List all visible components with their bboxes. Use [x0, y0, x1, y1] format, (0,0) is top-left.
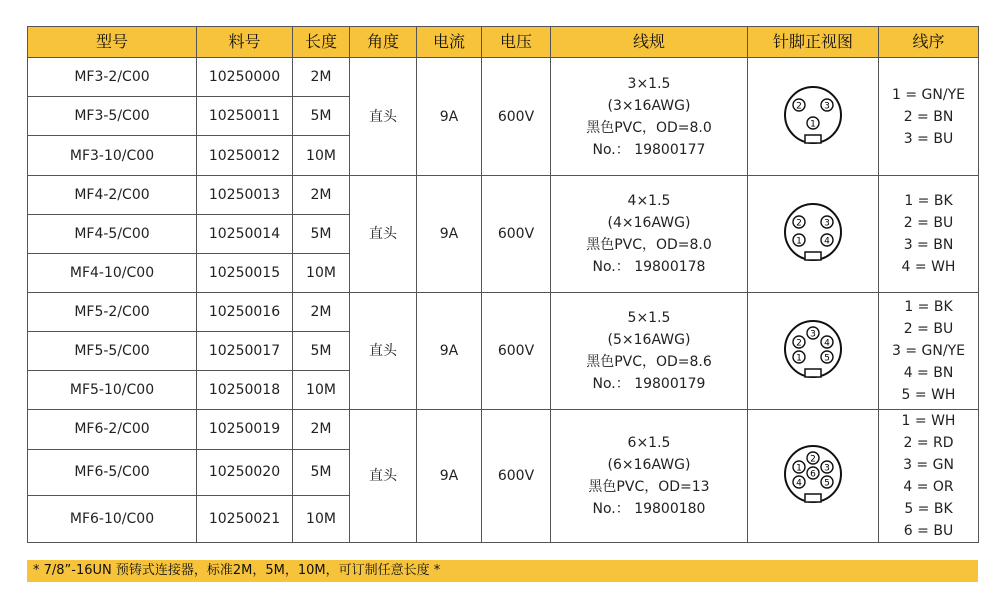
voltage-cell: 600V [482, 410, 551, 543]
current-cell: 9A [417, 176, 482, 293]
part-number-cell: 10250018 [197, 371, 293, 410]
connector-key [805, 252, 821, 260]
header-angle: 角度 [350, 27, 417, 58]
pin-view-cell [748, 410, 879, 543]
voltage-cell: 600V [482, 293, 551, 410]
length-cell: 2M [293, 293, 350, 332]
part-number-cell: 10250019 [197, 410, 293, 450]
wiring-line: 1 = BK [904, 193, 953, 209]
wire-gauge-line: No.： 19800180 [592, 501, 706, 517]
pin-number: 4 [824, 236, 830, 247]
pin-number: 3 [824, 218, 830, 229]
pin-number: 4 [824, 338, 830, 349]
wiring-line: 2 = BU [903, 321, 954, 337]
header-length: 长度 [293, 27, 350, 58]
model-cell: MF5-10/C00 [28, 371, 197, 410]
connector-key [805, 494, 821, 502]
connector-key [805, 135, 821, 143]
current-cell: 9A [417, 58, 482, 176]
footnote: * 7/8”-16UN 预铸式连接器，标准2M，5M，10M，可订制任意长度 * [27, 560, 978, 582]
length-cell: 10M [293, 254, 350, 293]
wire-gauge-cell [551, 293, 748, 410]
voltage-cell: 600V [482, 176, 551, 293]
connector-key [805, 369, 821, 377]
header-wiring: 线序 [879, 27, 979, 58]
angle-cell: 直头 [350, 410, 417, 543]
wire-gauge-line: (4×16AWG) [607, 215, 691, 231]
table-row [28, 58, 979, 97]
model-cell: MF3-2/C00 [28, 58, 197, 97]
part-number-cell: 10250011 [197, 97, 293, 136]
model-cell: MF6-10/C00 [28, 496, 197, 543]
model-cell: MF5-2/C00 [28, 293, 197, 332]
wire-gauge-cell [551, 58, 748, 176]
wiring-line: 5 = BK [904, 501, 953, 517]
current-cell: 9A [417, 293, 482, 410]
wire-gauge-line: 6×1.5 [627, 435, 671, 451]
length-cell: 5M [293, 449, 350, 496]
header-wire-gauge: 线规 [551, 27, 748, 58]
wiring-line: 2 = BN [903, 108, 954, 125]
pin-diagram-icon [781, 319, 845, 383]
part-number-cell: 10250020 [197, 449, 293, 496]
wiring-line: 3 = BN [903, 237, 954, 253]
model-cell: MF6-5/C00 [28, 449, 197, 496]
wire-gauge-line: (6×16AWG) [607, 457, 691, 473]
part-number-cell: 10250000 [197, 58, 293, 97]
length-cell: 5M [293, 215, 350, 254]
pin-diagram-icon [781, 202, 845, 266]
length-cell: 2M [293, 58, 350, 97]
table-row [28, 293, 979, 332]
wire-gauge-line: 黑色PVC，OD=8.0 [586, 119, 712, 136]
pin-number: 5 [824, 478, 830, 489]
pin-number: 1 [796, 236, 802, 247]
wire-gauge-cell [551, 176, 748, 293]
header-voltage: 电压 [482, 27, 551, 58]
model-cell: MF4-5/C00 [28, 215, 197, 254]
angle-cell: 直头 [350, 293, 417, 410]
wiring-line: 3 = BU [903, 130, 954, 147]
table-row [28, 410, 979, 450]
wiring-line: 2 = BU [903, 215, 954, 231]
wire-gauge-line: 5×1.5 [627, 310, 671, 326]
part-number-cell: 10250021 [197, 496, 293, 543]
part-number-cell: 10250014 [197, 215, 293, 254]
part-number-cell: 10250015 [197, 254, 293, 293]
wiring-cell [879, 410, 979, 543]
wire-gauge-line: 黑色PVC，OD=8.0 [586, 237, 712, 253]
wiring-cell [879, 58, 979, 176]
wire-gauge-line: 4×1.5 [627, 193, 671, 209]
wire-gauge-line: No.： 19800178 [592, 259, 706, 275]
part-number-cell: 10250016 [197, 293, 293, 332]
angle-cell: 直头 [350, 176, 417, 293]
model-cell: MF4-2/C00 [28, 176, 197, 215]
current-cell: 9A [417, 410, 482, 543]
part-number-cell: 10250013 [197, 176, 293, 215]
model-cell: MF3-10/C00 [28, 136, 197, 176]
table-row [28, 176, 979, 215]
wiring-line: 3 = GN/YE [892, 343, 965, 359]
pin-view-cell [748, 176, 879, 293]
angle-cell: 直头 [350, 58, 417, 176]
wiring-line: 1 = WH [901, 413, 956, 429]
part-number-cell: 10250012 [197, 136, 293, 176]
pin-number: 1 [796, 463, 802, 474]
header-current: 电流 [417, 27, 482, 58]
wiring-line: 1 = BK [904, 299, 953, 315]
header-part-number: 料号 [197, 27, 293, 58]
wiring-line: 6 = BU [903, 523, 954, 539]
pin-number: 2 [796, 101, 802, 111]
table-body [28, 58, 979, 543]
pin-number: 4 [796, 478, 802, 489]
wiring-line: 4 = WH [901, 259, 956, 275]
pin-number: 1 [796, 353, 802, 364]
model-cell: MF3-5/C00 [28, 97, 197, 136]
length-cell: 5M [293, 97, 350, 136]
pin-number: 2 [796, 338, 802, 349]
header-pin-view: 针脚正视图 [748, 27, 879, 58]
pin-number: 1 [810, 119, 816, 129]
wiring-line: 2 = RD [903, 435, 954, 451]
part-number-cell: 10250017 [197, 332, 293, 371]
spec-table [27, 26, 979, 543]
wire-gauge-cell [551, 410, 748, 543]
model-cell: MF6-2/C00 [28, 410, 197, 450]
pin-view-cell [748, 58, 879, 176]
pin-number: 6 [810, 469, 816, 480]
wiring-line: 3 = GN [903, 457, 954, 473]
model-cell: MF4-10/C00 [28, 254, 197, 293]
pin-number: 2 [810, 454, 816, 465]
pin-view-cell [748, 293, 879, 410]
wiring-line: 1 = GN/YE [892, 86, 965, 103]
wiring-cell [879, 293, 979, 410]
pin-number: 3 [824, 101, 830, 111]
wire-gauge-line: 3×1.5 [627, 75, 671, 92]
wiring-line: 4 = BN [903, 365, 954, 381]
wire-gauge-line: 黑色PVC，OD=8.6 [586, 354, 712, 370]
length-cell: 5M [293, 332, 350, 371]
length-cell: 2M [293, 176, 350, 215]
wiring-cell [879, 176, 979, 293]
pin-number: 5 [824, 353, 830, 364]
wire-gauge-line: No.： 19800179 [592, 376, 706, 392]
length-cell: 10M [293, 496, 350, 543]
header-row [28, 27, 979, 58]
pin-number: 3 [810, 329, 816, 340]
wiring-line: 5 = WH [901, 387, 956, 403]
pin-diagram-icon [781, 85, 845, 149]
header-model: 型号 [28, 27, 197, 58]
length-cell: 10M [293, 371, 350, 410]
voltage-cell: 600V [482, 58, 551, 176]
wire-gauge-line: 黑色PVC，OD=13 [588, 479, 710, 495]
length-cell: 10M [293, 136, 350, 176]
wire-gauge-line: (5×16AWG) [607, 332, 691, 348]
pin-diagram-icon [781, 444, 845, 508]
pin-number: 3 [824, 463, 830, 474]
model-cell: MF5-5/C00 [28, 332, 197, 371]
wiring-line: 4 = OR [903, 479, 954, 495]
wire-gauge-line: No.： 19800177 [592, 141, 706, 158]
pin-number: 2 [796, 218, 802, 229]
wire-gauge-line: (3×16AWG) [607, 97, 691, 114]
length-cell: 2M [293, 410, 350, 450]
